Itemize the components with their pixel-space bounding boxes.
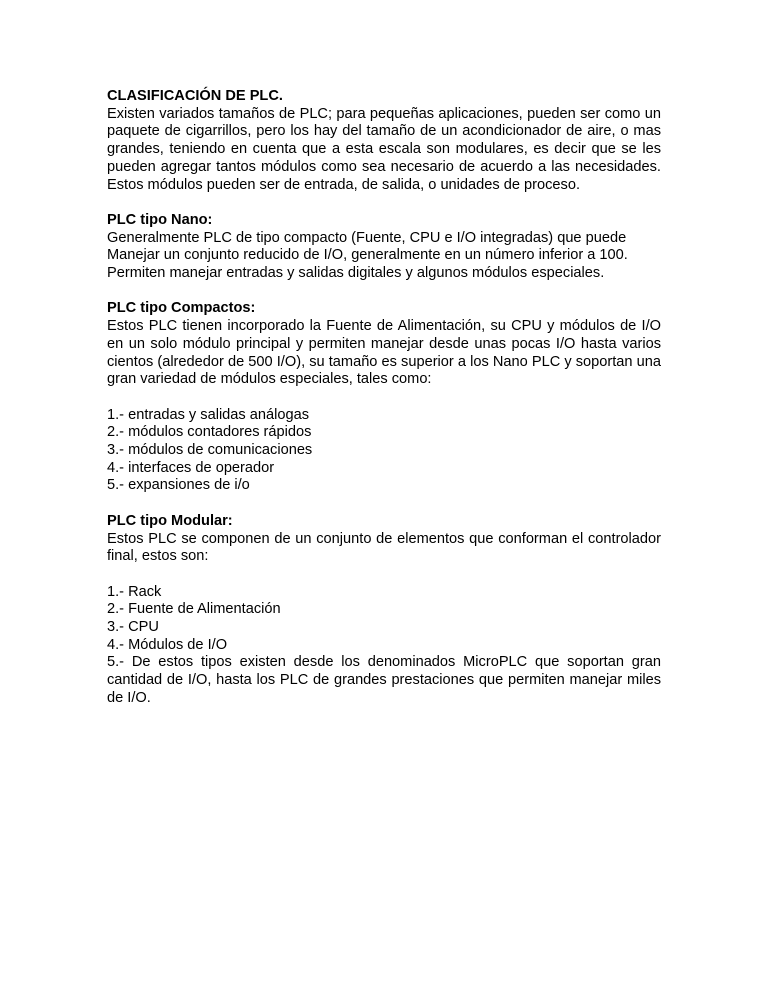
list-item: 2.- módulos contadores rápidos [107,424,312,441]
spacer [107,389,661,407]
modular-paragraph: Estos PLC se componen de un conjunto de elementos que conforman el controlador final, estos son: [107,530,661,565]
section-heading-compactos: PLC tipo Compactos: [107,300,256,317]
list-item: 4.- Módulos de I/O [107,636,228,653]
intro-paragraph: Existen variados tamaños de PLC; para pequeñas aplicaciones, pueden ser como un paquete de cigarrillos, pero los hay del tamaño de un acondicionador de aire, o mas grandes, teniendo en cuenta que a esta escala son modulares, es decir que se les pueden agregar tantos módulos como sea necesario de acuerdo a las necesidades. Estos módulos pueden ser de entrada, de salida, o unidades de proceso. [107,105,661,193]
section-heading-nano: PLC tipo Nano: [107,211,213,228]
section-heading-modular: PLC tipo Modular: [107,512,233,529]
spacer [107,194,661,212]
compactos-paragraph: Estos PLC tienen incorporado la Fuente de Alimentación, su CPU y módulos de I/O en un solo módulo principal y permiten manejar desde unas pocas I/O hasta varios cientos (alrededor de 500 I/O), su tamaño es superior a los Nano PLC y soportan una gran variedad de módulos especiales, tales como: [107,318,661,388]
nano-line: Generalmente PLC de tipo compacto (Fuente, CPU e I/O integradas) que puede [107,229,627,246]
spacer [107,566,661,584]
nano-line: Manejar un conjunto reducido de I/O, generalmente en un número inferior a 100. [107,247,628,264]
list-item: 5.- expansiones de i/o [107,477,250,494]
list-item: 3.- módulos de comunicaciones [107,442,313,459]
list-item-final: 5.- De estos tipos existen desde los denominados MicroPLC que soportan gran cantidad de I/O, hasta los PLC de grandes prestaciones que permiten manejar miles de I/O. [107,654,661,706]
spacer [107,495,661,513]
document-page [107,88,661,708]
list-item: 2.- Fuente de Alimentación [107,601,281,618]
list-item: 3.- CPU [107,619,159,636]
list-item: 1.- entradas y salidas análogas [107,406,310,423]
list-item: 1.- Rack [107,583,162,600]
document-title: CLASIFICACIÓN DE PLC. [107,88,283,104]
nano-line: Permiten manejar entradas y salidas digitales y algunos módulos especiales. [107,265,605,282]
list-item: 4.- interfaces de operador [107,459,275,476]
spacer [107,283,661,301]
